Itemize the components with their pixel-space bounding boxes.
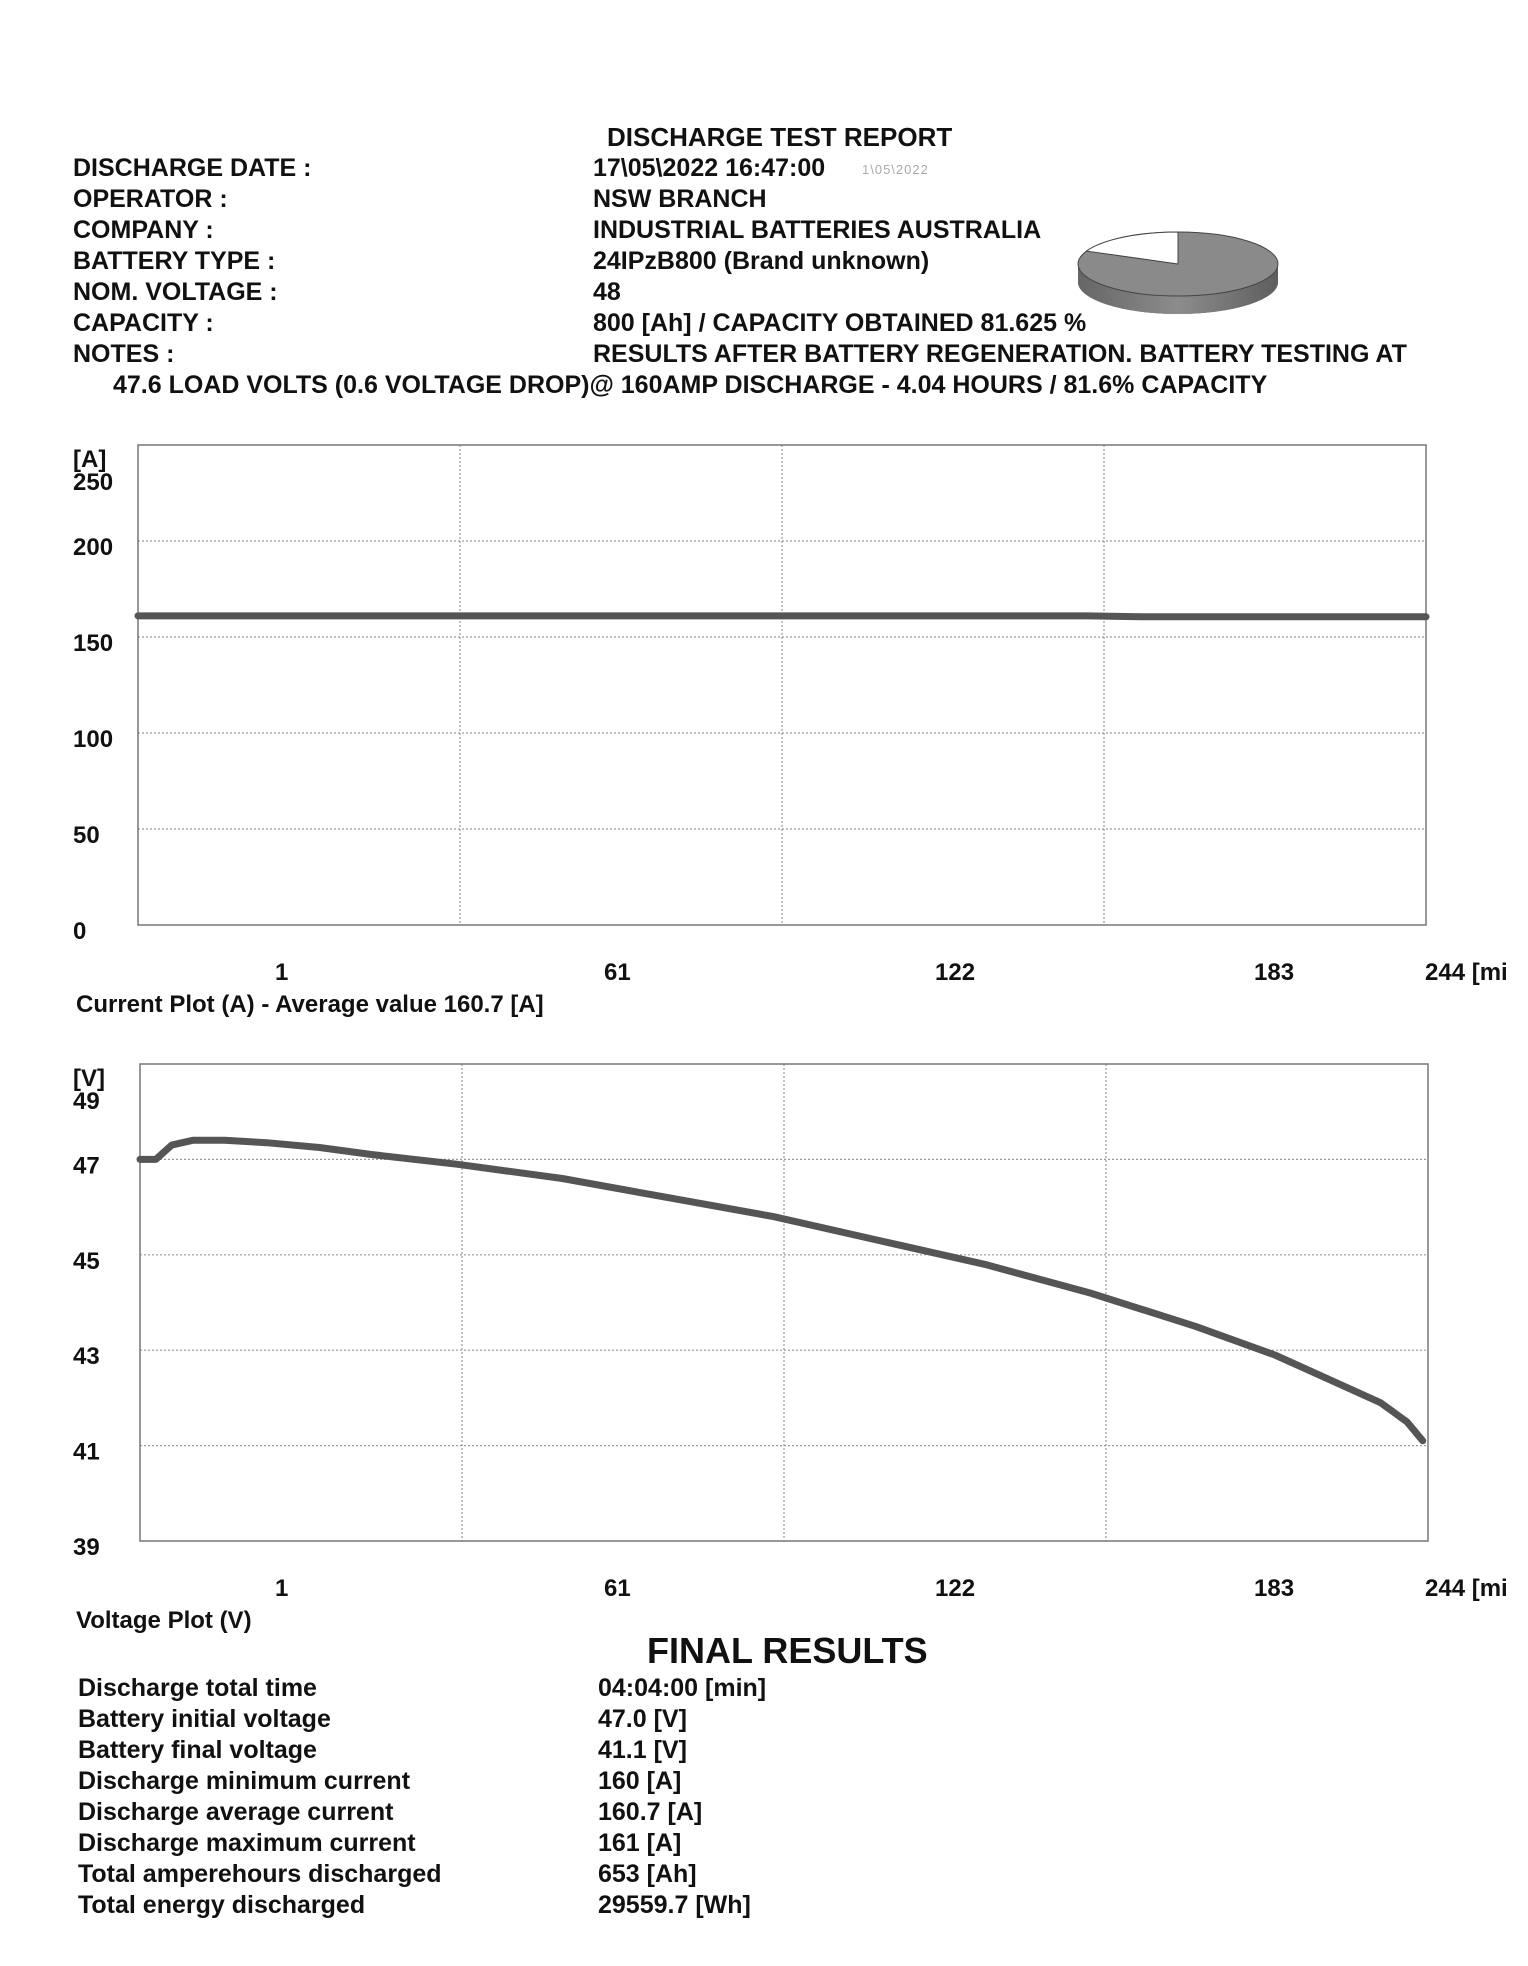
y-tick-label: 49 [73, 1088, 100, 1115]
y-tick-label: 250 [73, 469, 114, 496]
x-tick-label: 244 [mi [1425, 1575, 1508, 1602]
result-label: Discharge maximum current [78, 1829, 416, 1857]
capacity-pie [1070, 222, 1290, 332]
y-axis-unit: [A] [73, 446, 107, 473]
result-value: 41.1 [V] [598, 1736, 687, 1764]
y-tick-label: 43 [73, 1343, 100, 1371]
y-tick-label: 39 [73, 1534, 100, 1561]
x-tick-label: 61 [604, 959, 631, 986]
x-tick-label: 61 [604, 1575, 631, 1602]
result-value: 653 [Ah] [598, 1860, 697, 1888]
x-tick-label: 183 [1254, 1575, 1295, 1602]
x-tick-label: 122 [935, 1575, 976, 1602]
field-value: 17\05\2022 16:47:00 [593, 154, 826, 182]
x-tick-label: 244 [mi [1425, 959, 1508, 986]
field-label: BATTERY TYPE : [73, 247, 276, 275]
report-title: DISCHARGE TEST REPORT [607, 122, 953, 152]
field-value: 48 [593, 278, 621, 306]
field-label: NOTES : [73, 340, 175, 368]
notes-line-2: 47.6 LOAD VOLTS (0.6 VOLTAGE DROP)@ 160AMP DISCHARGE - 4.04 HOURS / 81.6% CAPACITY [113, 371, 1268, 399]
y-axis-unit: [V] [73, 1065, 105, 1092]
current-chart [0, 440, 1520, 1018]
chart-caption: Voltage Plot (V) [76, 1607, 252, 1634]
field-label: OPERATOR : [73, 185, 228, 213]
y-tick-label: 100 [73, 726, 114, 753]
x-tick-label: 183 [1254, 959, 1295, 986]
field-value: 24IPzB800 (Brand unknown) [593, 247, 930, 275]
result-value: 160.7 [A] [598, 1798, 703, 1826]
result-label: Total energy discharged [78, 1891, 366, 1919]
date-stamp: 1\05\2022 [862, 162, 929, 177]
x-tick-label: 1 [275, 1575, 289, 1602]
y-tick-label: 50 [73, 822, 100, 849]
y-tick-label: 200 [73, 534, 114, 561]
field-label: DISCHARGE DATE : [73, 154, 312, 182]
y-tick-label: 47 [73, 1152, 100, 1180]
field-value: RESULTS AFTER BATTERY REGENERATION. BATTERY TESTING AT [593, 340, 1407, 368]
field-value: 800 [Ah] / CAPACITY OBTAINED 81.625 % [593, 309, 1087, 337]
result-value: 160 [A] [598, 1767, 682, 1795]
result-label: Total amperehours discharged [78, 1860, 442, 1888]
result-value: 04:04:00 [min] [598, 1674, 767, 1702]
voltage-chart [0, 1056, 1520, 1634]
field-value: NSW BRANCH [593, 185, 767, 213]
y-tick-label: 45 [73, 1247, 100, 1275]
series-line [140, 1140, 1423, 1441]
result-label: Battery initial voltage [78, 1705, 331, 1733]
result-value: 161 [A] [598, 1829, 682, 1857]
field-label: COMPANY : [73, 216, 214, 244]
y-tick-label: 150 [73, 630, 114, 657]
y-tick-label: 41 [73, 1438, 100, 1466]
y-tick-label: 0 [73, 918, 87, 945]
x-tick-label: 122 [935, 959, 976, 986]
result-label: Discharge minimum current [78, 1767, 411, 1795]
result-label: Discharge total time [78, 1674, 317, 1702]
result-label: Battery final voltage [78, 1736, 317, 1764]
field-label: NOM. VOLTAGE : [73, 278, 278, 306]
final-results-title: FINAL RESULTS [647, 1630, 928, 1671]
x-tick-label: 1 [275, 959, 289, 986]
result-value: 47.0 [V] [598, 1705, 687, 1733]
result-label: Discharge average current [78, 1798, 394, 1826]
field-label: CAPACITY : [73, 309, 214, 337]
field-value: INDUSTRIAL BATTERIES AUSTRALIA [593, 216, 1042, 244]
chart-caption: Current Plot (A) - Average value 160.7 [A] [76, 991, 544, 1018]
series-line [138, 616, 1426, 617]
result-value: 29559.7 [Wh] [598, 1891, 751, 1919]
